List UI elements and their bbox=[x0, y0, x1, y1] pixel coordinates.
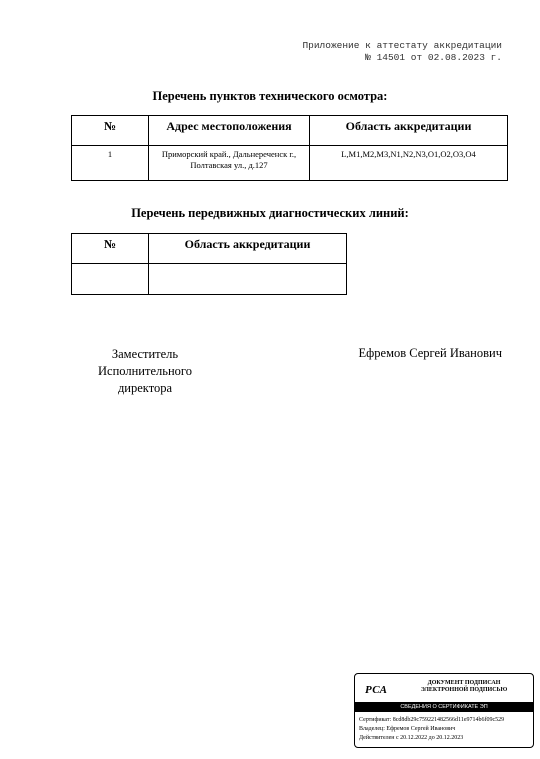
header-scope: Область аккредитации bbox=[149, 234, 347, 264]
stamp-valid: Действителен с 20.12.2022 до 20.12.2023 bbox=[359, 735, 464, 741]
appendix-line-2: № 14501 от 02.08.2023 г. bbox=[365, 52, 502, 63]
stamp-owner: Владелец: Ефремов Сергей Иванович bbox=[359, 726, 456, 732]
header-address: Адрес местоположения bbox=[149, 116, 310, 146]
table-header-row bbox=[72, 234, 347, 264]
rsa-logo: РСА bbox=[365, 684, 388, 696]
header-number: № bbox=[72, 234, 149, 264]
signatory-name: Ефремов Сергей Иванович bbox=[358, 346, 502, 360]
stamp-title-line-2: ЭЛЕКТРОННОЙ ПОДПИСЬЮ bbox=[420, 687, 508, 693]
position-line-1: Заместитель bbox=[111, 347, 179, 361]
empty-cell bbox=[72, 264, 149, 295]
section-2-title: Перечень передвижных диагностических линий: bbox=[131, 206, 409, 220]
signatory-position bbox=[90, 346, 200, 397]
stamp-certificate: Сертификат: 8cd8db29c759221482566d11e9714b6f09c529 bbox=[359, 717, 505, 723]
row-address-line-2: Полтавская ул., д.127 bbox=[190, 160, 268, 170]
row-scope: L,M1,M2,M3,N1,N2,N3,O1,O2,O3,O4 bbox=[310, 146, 508, 181]
row-number: 1 bbox=[72, 146, 149, 181]
section-1-title: Перечень пунктов технического осмотра: bbox=[152, 89, 388, 103]
row-address-line-1: Приморский край., Дальнереченск г., bbox=[161, 149, 297, 159]
stamp-title-line-1: ДОКУМЕНТ ПОДПИСАН bbox=[427, 680, 501, 686]
header-number: № bbox=[72, 116, 149, 146]
table-row bbox=[72, 264, 347, 295]
electronic-signature-stamp bbox=[354, 673, 534, 748]
empty-cell bbox=[149, 264, 347, 295]
row-address bbox=[149, 146, 310, 181]
stamp-info bbox=[359, 716, 504, 743]
mobile-lines-table bbox=[71, 233, 347, 295]
appendix-note bbox=[302, 40, 502, 64]
appendix-line-1: Приложение к аттестату аккредитации bbox=[302, 40, 502, 51]
table-header-row bbox=[72, 116, 508, 146]
table-row bbox=[72, 146, 508, 181]
header-scope: Область аккредитации bbox=[310, 116, 508, 146]
inspection-points-table bbox=[71, 115, 508, 181]
position-line-3: директора bbox=[117, 381, 173, 395]
stamp-title bbox=[399, 680, 529, 694]
position-line-2: Исполнительного bbox=[98, 364, 192, 378]
stamp-bar: СВЕДЕНИЯ О СЕРТИФИКАТЕ ЭП bbox=[355, 702, 533, 712]
